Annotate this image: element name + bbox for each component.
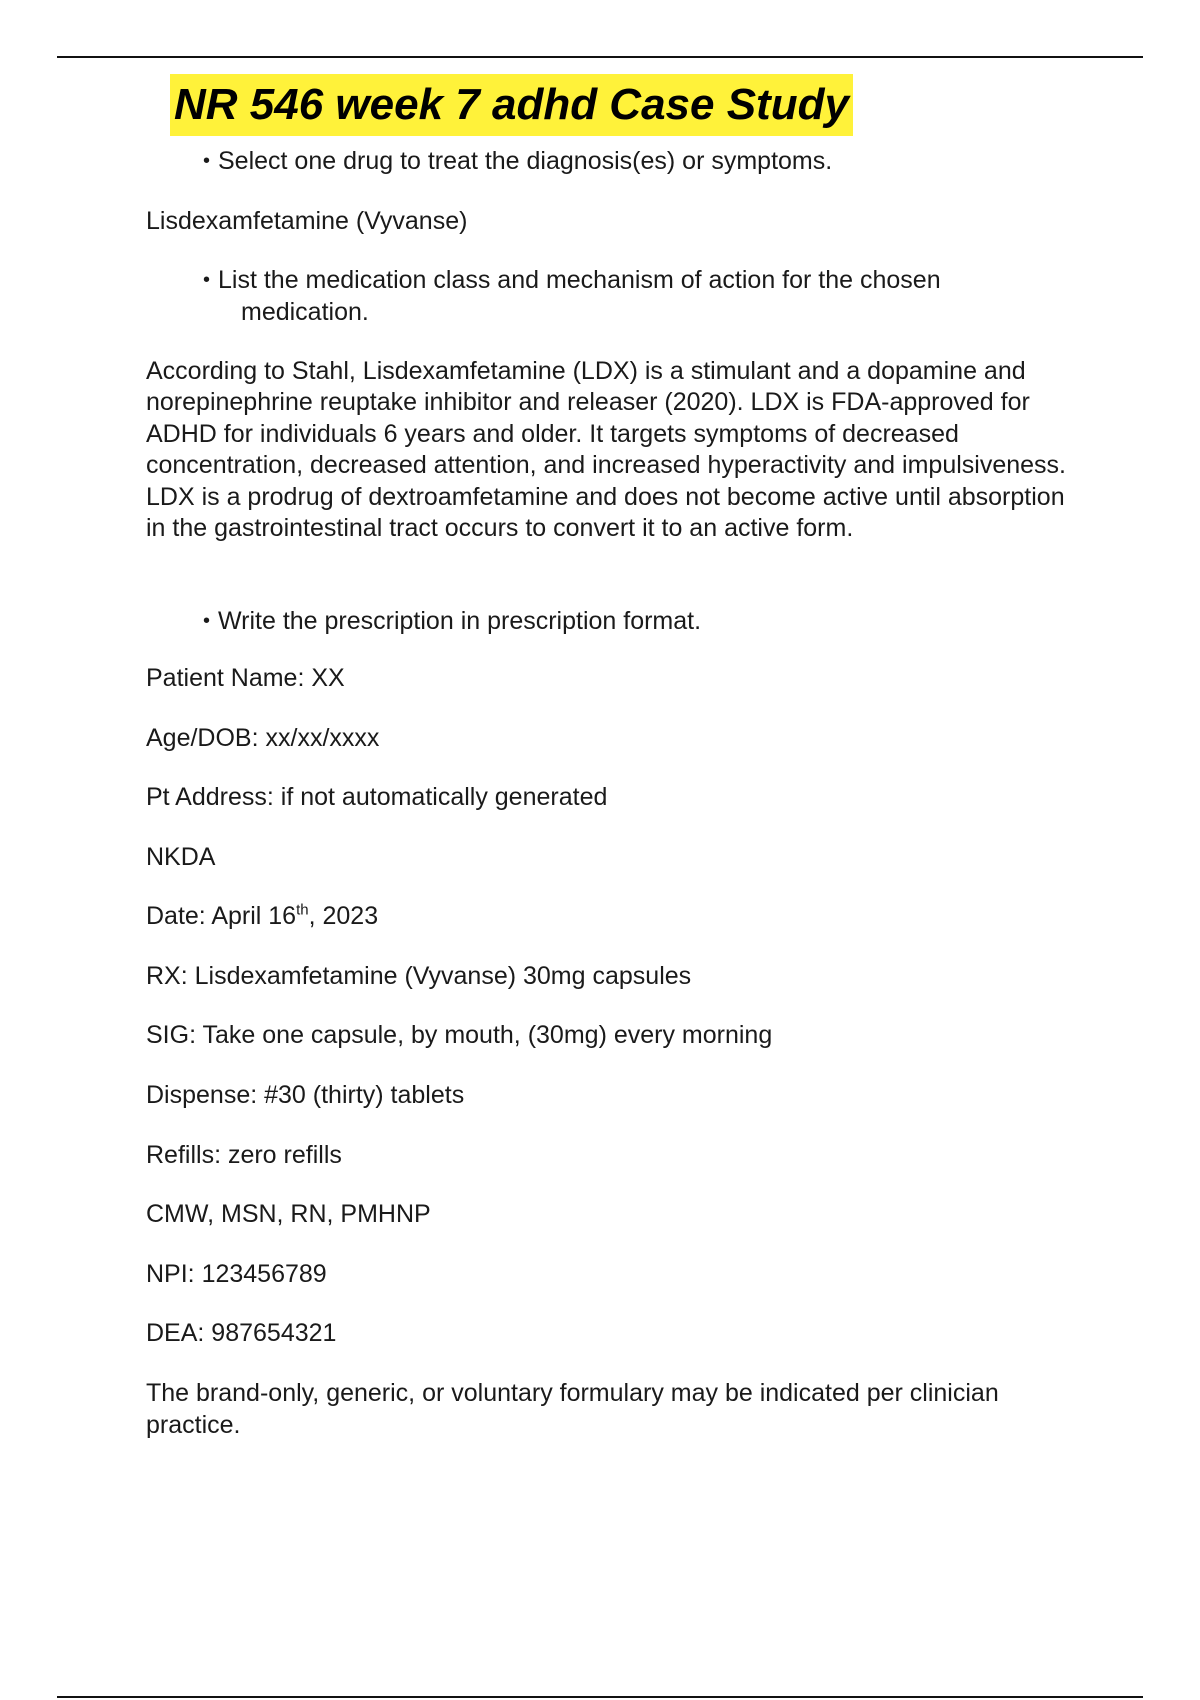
prompt-select-drug — [203, 145, 1038, 177]
rx-credentials: CMW, MSN, RN, PMHNP — [146, 1200, 431, 1228]
top-rule — [57, 56, 1143, 58]
rx-npi: NPI: 123456789 — [146, 1260, 327, 1288]
bullet-icon: • — [203, 269, 211, 291]
rx-sig: SIG: Take one capsule, by mouth, (30mg) every morning — [146, 1021, 773, 1049]
rx-patient-name: Patient Name: XX — [146, 664, 345, 692]
prompt-text-line1: List the medication class and mechanism of action for the chosen — [218, 266, 941, 294]
bullet-icon: • — [203, 150, 211, 172]
prompt-medication-class — [203, 264, 1038, 328]
title-block — [170, 74, 853, 136]
rx-drug: RX: Lisdexamfetamine (Vyvanse) 30mg capsules — [146, 962, 692, 990]
rx-dispense: Dispense: #30 (thirty) tablets — [146, 1081, 465, 1109]
prompt-text: Select one drug to treat the diagnosis(es) or symptoms. — [218, 147, 833, 175]
formulary-note: The brand-only, generic, or voluntary formulary may be indicated per clinician practice. — [146, 1379, 999, 1439]
rx-date-ordinal: th — [296, 901, 309, 919]
rx-age-dob: Age/DOB: xx/xx/xxxx — [146, 724, 380, 752]
prompt-text-line2: medication. — [241, 298, 369, 326]
page-title: NR 546 week 7 adhd Case Study — [170, 74, 853, 136]
rx-date-prefix: Date: April 16 — [146, 902, 297, 930]
bullet-icon: • — [203, 610, 211, 632]
rx-allergies: NKDA — [146, 843, 216, 871]
prompt-write-prescription — [203, 605, 1038, 637]
bottom-rule — [57, 1696, 1143, 1698]
mechanism-paragraph: According to Stahl, Lisdexamfetamine (LDX) is a stimulant and a dopamine and norepinephrine reuptake inhibitor and releaser (2020). LDX is FDA-approved for ADHD for individuals 6 years and older. It targets symptoms of decreased concentration, decreased attention, and increased hyperactivity and impulsiveness. LDX is a prodrug of dextroamfetamine and does not become active until absorption in the gastrointestinal tract occurs to convert it to an active form. — [146, 357, 1066, 543]
rx-refills: Refills: zero refills — [146, 1141, 342, 1169]
rx-date — [146, 900, 1086, 932]
rx-address: Pt Address: if not automatically generated — [146, 783, 608, 811]
drug-choice: Lisdexamfetamine (Vyvanse) — [146, 207, 468, 235]
prompt-text: Write the prescription in prescription format. — [218, 607, 702, 635]
rx-date-year: , 2023 — [308, 902, 379, 930]
rx-dea: DEA: 987654321 — [146, 1319, 337, 1347]
